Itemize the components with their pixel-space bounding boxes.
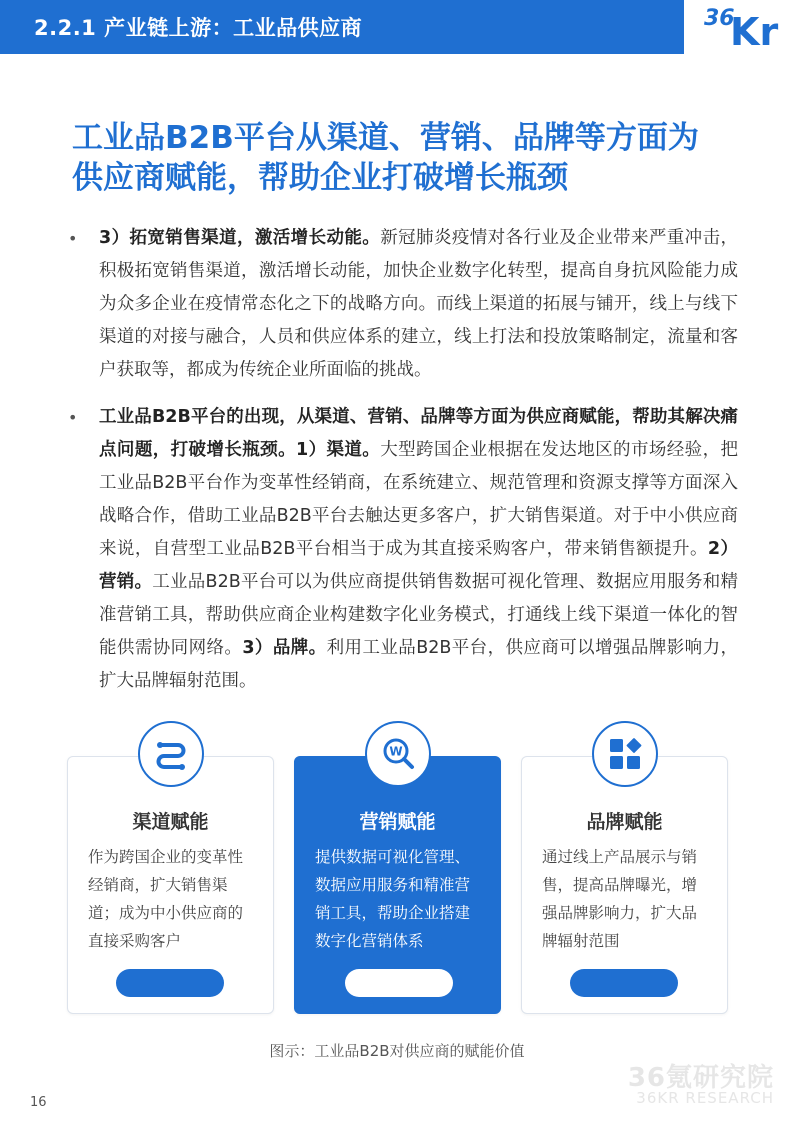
bullet-marketing-bold: 2）营销。 <box>99 539 738 592</box>
card-description: 提供数据可视化管理、数据应用服务和精准营销工具，帮助企业搭建数字化营销体系 <box>315 848 471 950</box>
bullet-body-text: 工业品B2B平台可以为供应商提供销售数据可视化管理、数据应用服务和精准营销工具，帮助供应商企业构建数字化业务模式，打通线上线下渠道一体化的智能供需协同网络。 <box>99 572 738 658</box>
bullet-dot: • <box>68 408 78 427</box>
watermark-chinese: 36氪研究院 <box>627 1063 774 1093</box>
channel-route-icon <box>138 721 204 787</box>
headline-line-1: 工业品B2B平台从渠道、营销、品牌等方面为 <box>72 120 699 156</box>
bullet-lead-bold: 3）拓宽销售渠道，激活增长动能。 <box>99 228 381 248</box>
bullet-brand-bold: 3）品牌。 <box>242 638 327 658</box>
logo-36-text: 36 <box>704 6 735 31</box>
bullet-item-channels <box>68 222 738 387</box>
body-bullet-list <box>68 222 738 712</box>
bullet-lead-bold: 工业品B2B平台的出现，从渠道、营销、品牌等方面为供应商赋能，帮助其解决痛点问题，打破增长瓶颈。1）渠道。 <box>99 407 738 460</box>
bullet-dot: • <box>68 229 78 248</box>
card-pill-button[interactable] <box>570 969 678 997</box>
bullet-body-text: 新冠肺炎疫情对各行业及企业带来严重冲击，积极拓宽销售渠道，激活增长动能，加快企业数字化转型，提高自身抗风险能力成为众多企业在疫情常态化之下的战略方向。而线上渠道的拓展与铺开，线上与线下渠道的对接与融合，人员和供应体系的建立，线上打法和投放策略制定，流量和客户获取等，都成为传统企业所面临的挑战。 <box>99 228 738 380</box>
bullet-item-b2b-platform <box>68 401 738 698</box>
card-title: 营销赋能 <box>359 811 436 833</box>
marketing-search-icon <box>365 721 431 787</box>
figure-caption: 图示：工业品B2B对供应商的赋能价值 <box>269 1042 525 1060</box>
card-pill-button[interactable] <box>116 969 224 997</box>
brand-grid-icon <box>592 721 658 787</box>
section-title: 2.2.1 产业链上游：工业品供应商 <box>34 16 363 40</box>
headline-line-2: 供应商赋能，帮助企业打破增长瓶颈 <box>72 160 568 196</box>
bullet-body-text: 利用工业品B2B平台，供应商可以增强品牌影响力，扩大品牌辐射范围。 <box>99 638 738 691</box>
page-headline <box>72 118 752 198</box>
top-header-bar <box>0 0 794 54</box>
card-pill-button[interactable] <box>345 969 453 997</box>
marketing-icon-letter: W <box>389 744 403 759</box>
card-title: 渠道赋能 <box>132 811 209 833</box>
empowerment-cards <box>67 720 728 1013</box>
bullet-body-text: 大型跨国企业根据在发达地区的市场经验，把工业品B2B平台作为变革性经销商，在系统建立、规范管理和资源支撑等方面深入战略合作，借助工业品B2B平台去触达更多客户，扩大销售渠道。对于中小供应商来说，自营型工业品B2B平台相当于成为其直接采购客户，带来销售额提升。 <box>99 440 738 559</box>
36kr-logo <box>684 0 794 54</box>
card-brand <box>521 756 728 1014</box>
watermark-english: 36KR RESEARCH <box>636 1089 774 1107</box>
logo-kr-text: Kr <box>730 10 779 54</box>
card-title: 品牌赋能 <box>586 811 663 833</box>
card-channel <box>67 756 274 1014</box>
card-marketing <box>294 744 501 1014</box>
page-number: 16 <box>30 1095 47 1110</box>
card-description: 通过线上产品展示与销售，提高品牌曝光，增强品牌影响力，扩大品牌辐射范围 <box>542 848 698 950</box>
card-description: 作为跨国企业的变革性经销商，扩大销售渠道；成为中小供应商的直接采购客户 <box>88 848 244 950</box>
